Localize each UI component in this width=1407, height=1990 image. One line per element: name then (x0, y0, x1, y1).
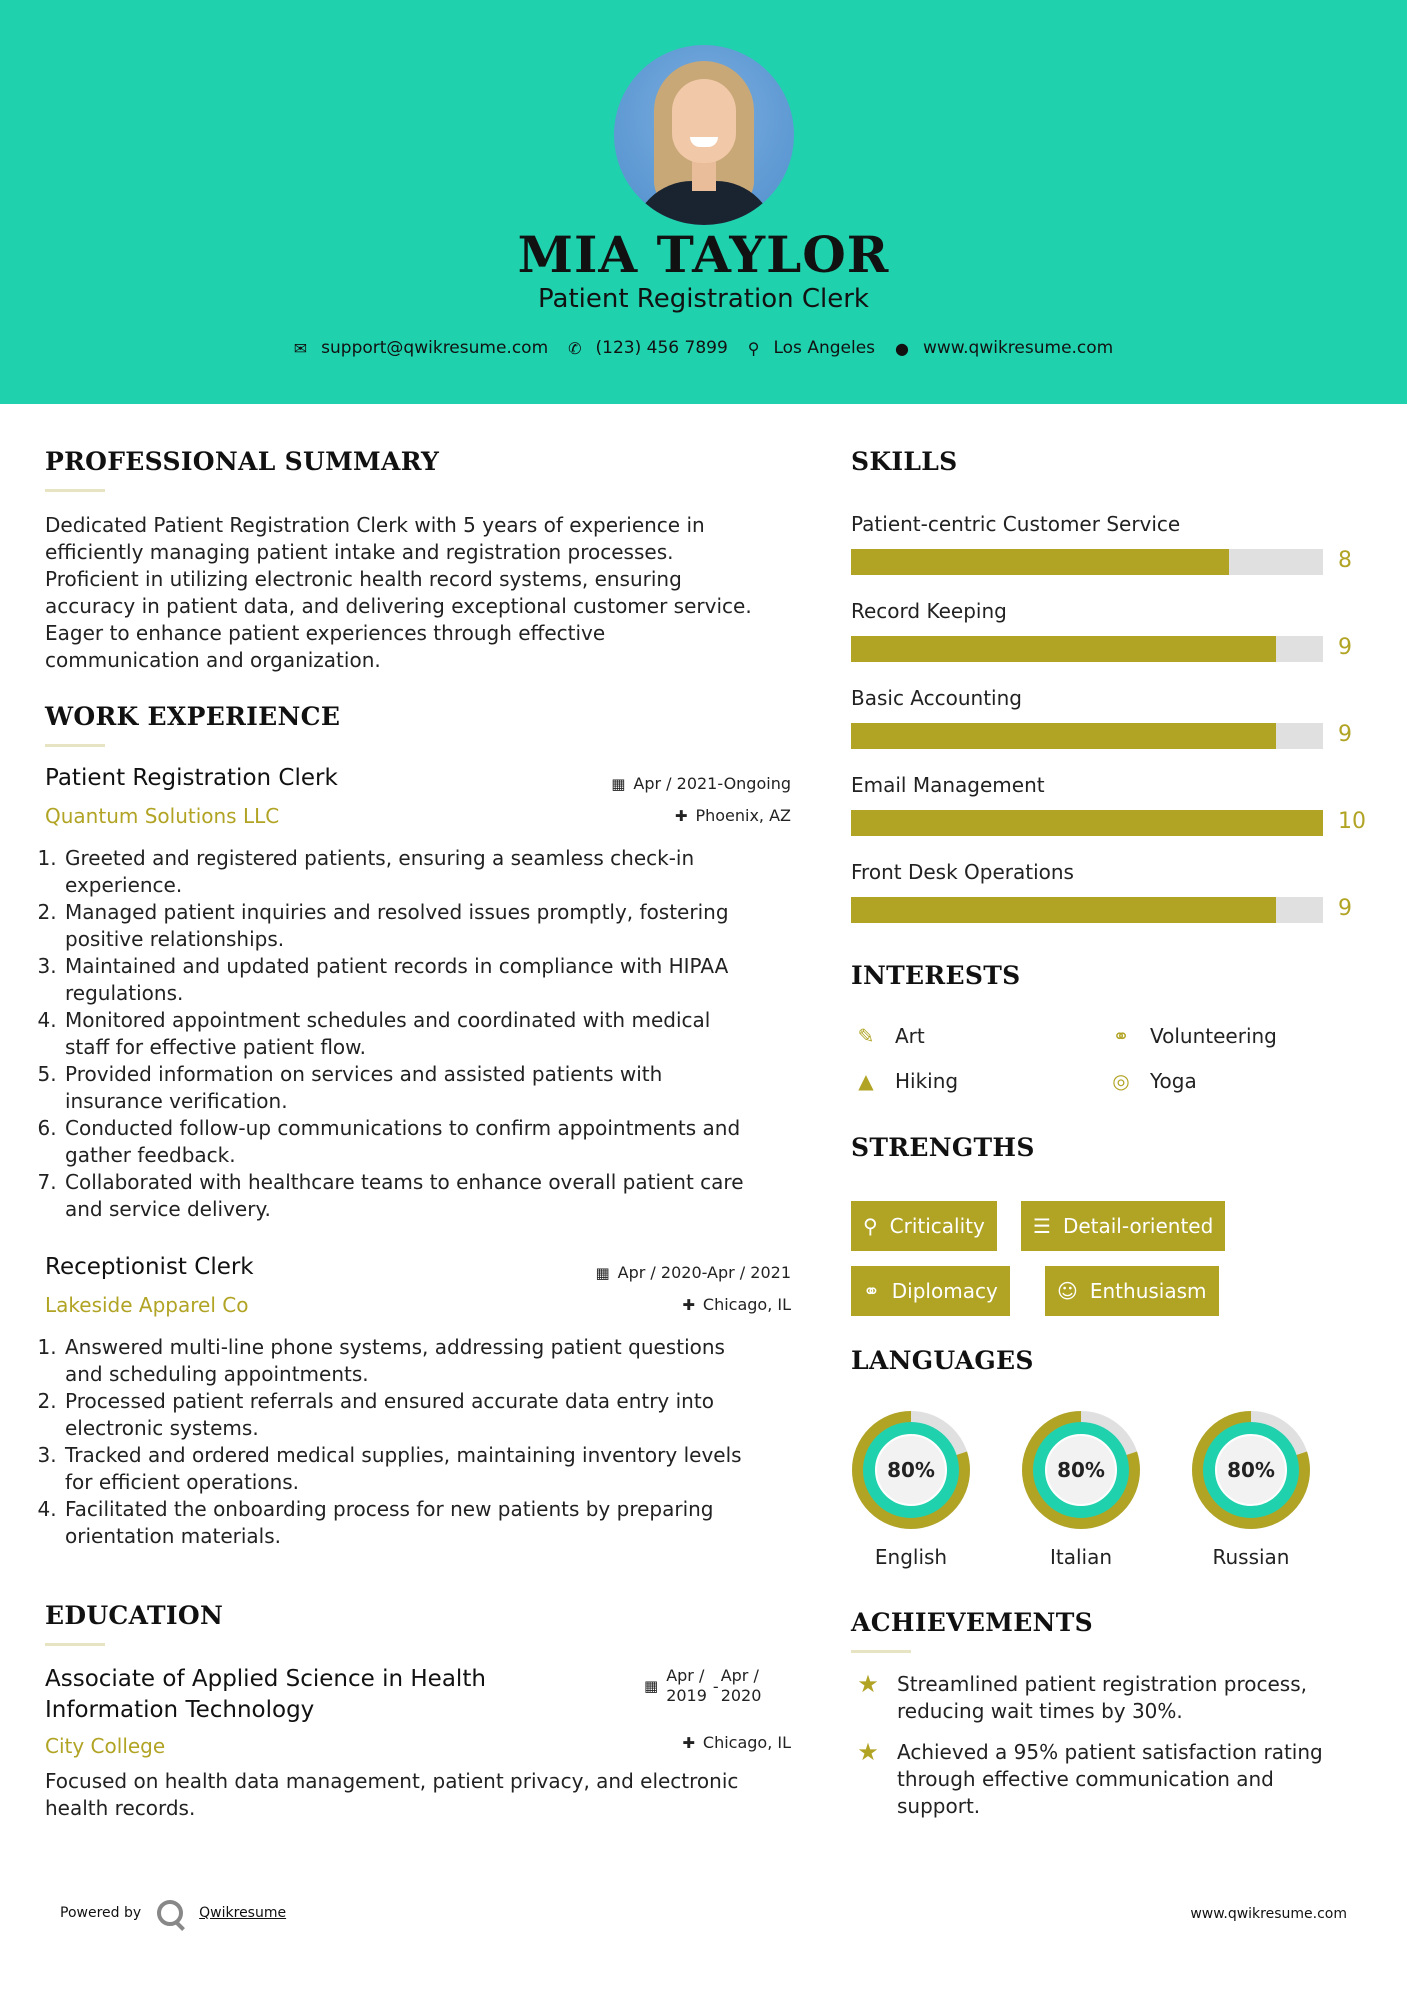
achievements-heading: ACHIEVEMENTS (851, 1608, 1093, 1637)
website-text: www.qwikresume.com (922, 338, 1114, 358)
qwikresume-logo-icon (157, 1900, 183, 1926)
skill-bar-fill (851, 549, 1229, 575)
language-percent: 80% (887, 1458, 935, 1482)
footer-website[interactable]: www.qwikresume.com (1190, 1906, 1347, 1922)
skills-heading: SKILLS (851, 447, 958, 476)
school-name: City College (45, 1734, 166, 1758)
skill-bar-track (851, 549, 1323, 575)
qwikresume-link[interactable]: Qwikresume (199, 1905, 287, 1921)
footer-powered-by: Powered by Qwikresume (60, 1900, 286, 1926)
job-bullets (45, 1334, 815, 1550)
contact-row (0, 338, 1407, 358)
list-item: 4. Monitored appointment schedules and coordinated with medical staff for effective patient flow. (63, 1007, 815, 1061)
pin-icon: ✚ (674, 807, 688, 825)
language-label: Russian (1212, 1545, 1290, 1569)
skill-score: 10 (1338, 809, 1366, 834)
contact-website[interactable] (895, 338, 1113, 358)
strength-tag-diplomacy: ⚭ Diplomacy (851, 1266, 1010, 1316)
interests-heading: INTERESTS (851, 961, 1021, 990)
education-heading: EDUCATION (45, 1601, 224, 1630)
summary-heading: PROFESSIONAL SUMMARY (45, 447, 440, 476)
skill-score: 9 (1338, 635, 1352, 660)
achievements-underline (851, 1650, 911, 1653)
interest-hiking: ▲ Hiking (851, 1069, 958, 1093)
achievement-item: ★ Achieved a 95% patient satisfaction rating through effective communication and support. (851, 1739, 1323, 1820)
envelope-icon: ✉ (293, 338, 308, 358)
job-location: ✚ Phoenix, AZ (674, 806, 791, 825)
education-date: ▦ Apr / 2019 - Apr / 2020 (644, 1666, 762, 1705)
paintbrush-icon: ✎ (857, 1024, 875, 1048)
globe-icon: ● (895, 338, 909, 358)
tree-icon: ▲ (858, 1069, 874, 1093)
language-percent: 80% (1057, 1458, 1105, 1482)
phone-text: (123) 456 7899 (595, 338, 728, 358)
profile-photo (614, 45, 794, 225)
skill-label: Patient-centric Customer Service (851, 512, 1181, 536)
email-text: support@qwikresume.com (321, 338, 549, 358)
job-date: ▦ Apr / 2020-Apr / 2021 (595, 1263, 791, 1282)
handshake-icon: ⚭ (1112, 1024, 1130, 1048)
pin-icon: ✚ (682, 1734, 695, 1752)
list-item: 6. Conducted follow-up communications to confirm appointments and gather feedback. (63, 1115, 815, 1169)
job-date: ▦ Apr / 2021-Ongoing (611, 774, 791, 793)
contact-location (748, 338, 875, 358)
candidate-name: MIA TAYLOR (517, 225, 890, 284)
language-percent: 80% (1227, 1458, 1275, 1482)
list-item: 4. Facilitated the onboarding process for new patients by preparing orientation materials. (63, 1496, 815, 1550)
strength-tag-enthusiasm: ☺ Enthusiasm (1045, 1266, 1219, 1316)
strengths-heading: STRENGTHS (851, 1133, 1035, 1162)
summary-underline (45, 489, 105, 492)
skill-score: 8 (1338, 548, 1352, 573)
languages-heading: LANGUAGES (851, 1346, 1034, 1375)
list-item: 3. Tracked and ordered medical supplies, maintaining inventory levels for efficient operations. (63, 1442, 815, 1496)
skill-bar-track (851, 810, 1323, 836)
smile-icon: ☺ (1057, 1279, 1078, 1303)
language-label: Italian (1049, 1545, 1113, 1569)
skill-bar-fill (851, 810, 1323, 836)
skill-score: 9 (1338, 896, 1352, 921)
handshake-icon: ⚭ (863, 1279, 880, 1303)
list-item: 1. Greeted and registered patients, ensuring a seamless check-in experience. (63, 845, 815, 899)
language-donut (1021, 1410, 1141, 1530)
skill-score: 9 (1338, 722, 1352, 747)
job-company: Quantum Solutions LLC (45, 804, 280, 828)
lifebuoy-icon: ◎ (1112, 1069, 1130, 1093)
calendar-icon: ▦ (611, 775, 626, 793)
education-underline (45, 1643, 105, 1646)
job-title: Receptionist Clerk (45, 1254, 254, 1280)
contact-phone[interactable] (568, 338, 728, 358)
language-donut (1191, 1410, 1311, 1530)
skill-bar-track (851, 897, 1323, 923)
list-icon: ☰ (1033, 1214, 1051, 1238)
header-banner (0, 0, 1407, 404)
skill-bar-track (851, 723, 1323, 749)
skill-label: Front Desk Operations (851, 860, 1074, 884)
interest-yoga: ◎ Yoga (1106, 1069, 1197, 1093)
education-location: ✚ Chicago, IL (682, 1733, 791, 1752)
map-pin-icon: ⚲ (747, 338, 760, 358)
location-text: Los Angeles (773, 338, 876, 358)
list-item: 3. Maintained and updated patient records in compliance with HIPAA regulations. (63, 953, 815, 1007)
interest-volunteering: ⚭ Volunteering (1106, 1024, 1277, 1048)
job-bullets (45, 845, 815, 1223)
skill-bar-track (851, 636, 1323, 662)
list-item: 2. Processed patient referrals and ensured accurate data entry into electronic systems. (63, 1388, 815, 1442)
star-badge-icon: ★ (857, 1670, 879, 1698)
education-description: Focused on health data management, patient privacy, and electronic health records. (45, 1769, 739, 1820)
job-location: ✚ Chicago, IL (682, 1295, 791, 1314)
strength-tag-detail-oriented: ☰ Detail-oriented (1021, 1201, 1225, 1251)
list-item: 5. Provided information on services and assisted patients with insurance verification. (63, 1061, 815, 1115)
pin-icon: ✚ (682, 1296, 695, 1314)
phone-icon: ✆ (568, 338, 582, 358)
skill-bar-fill (851, 723, 1276, 749)
star-badge-icon: ★ (857, 1738, 879, 1766)
list-item: 1. Answered multi-line phone systems, addressing patient questions and scheduling appointments. (63, 1334, 815, 1388)
work-underline (45, 744, 105, 747)
job-title: Patient Registration Clerk (45, 765, 338, 791)
skill-label: Basic Accounting (851, 686, 1022, 710)
degree-title: Associate of Applied Science in Health Information Technology (45, 1666, 486, 1723)
summary-text: Dedicated Patient Registration Clerk with 5 years of experience in efficiently managing patient intake and registration processes. Proficient in utilizing electronic health record systems, ensuring accuracy in patient data, and delivering exceptional customer service. Eager to enhance patient experiences through effective communication and organization. (45, 513, 752, 672)
search-icon: ⚲ (863, 1214, 878, 1238)
skill-bar-fill (851, 636, 1276, 662)
calendar-icon: ▦ (595, 1264, 610, 1282)
list-item: 2. Managed patient inquiries and resolved issues promptly, fostering positive relationships. (63, 899, 815, 953)
interest-art: ✎ Art (851, 1024, 925, 1048)
list-item: 7. Collaborated with healthcare teams to enhance overall patient care and service delivery. (63, 1169, 815, 1223)
candidate-title: Patient Registration Clerk (538, 284, 869, 314)
job-company: Lakeside Apparel Co (45, 1293, 249, 1317)
language-label: English (874, 1545, 948, 1569)
work-heading: WORK EXPERIENCE (45, 702, 341, 731)
achievement-item: ★ Streamlined patient registration process, reducing wait times by 30%. (851, 1671, 1307, 1725)
contact-email[interactable] (294, 338, 548, 358)
strength-tag-criticality: ⚲ Criticality (851, 1201, 997, 1251)
skill-label: Record Keeping (851, 599, 1007, 623)
skill-bar-fill (851, 897, 1276, 923)
calendar-icon: ▦ (644, 1677, 659, 1695)
skill-label: Email Management (851, 773, 1045, 797)
language-donut (851, 1410, 971, 1530)
